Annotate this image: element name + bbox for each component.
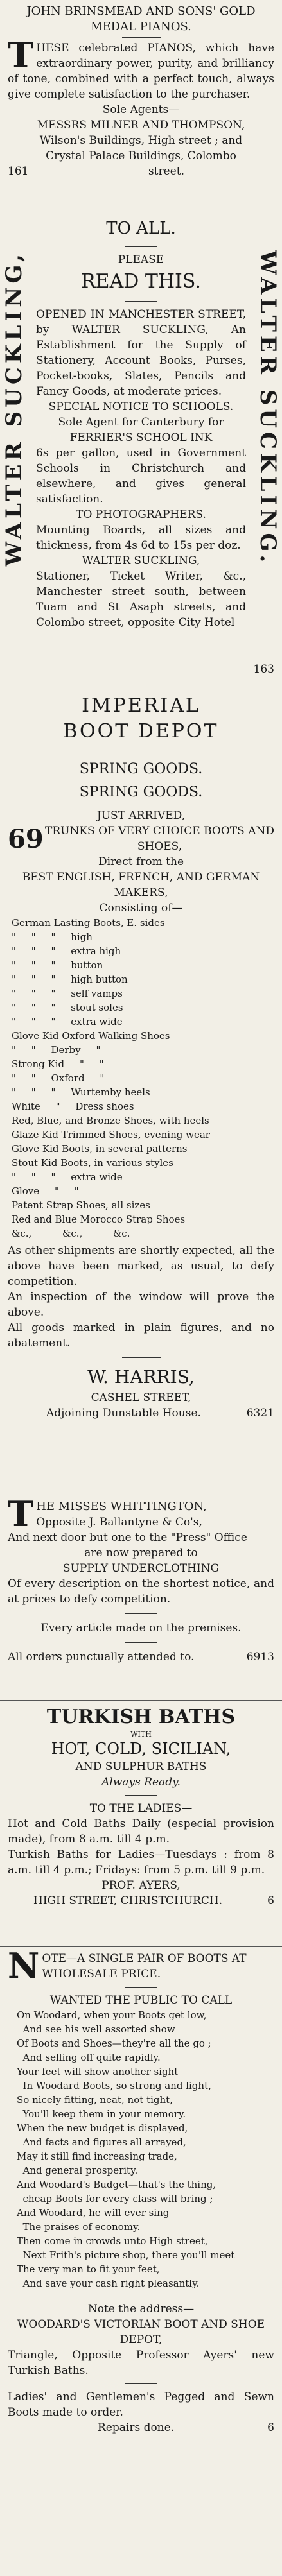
- ink-text: 6s per gallon, used in Government Schools in Christchurch and elsewhere, and gives general satisfaction.: [36, 447, 246, 506]
- now-prepared: are now prepared to: [84, 1547, 198, 1559]
- adjoining: Adjoining Dunstable House.: [46, 1407, 201, 1420]
- ad-title: TO ALL.: [106, 219, 176, 238]
- verse-line: May it still find increasing trade,: [17, 2151, 177, 2162]
- product-item: Patent Strap Shoes, all sizes: [12, 1199, 150, 1211]
- trade-text: Stationer, Ticket Writer, &c., Manchester street south, between Tuam and St Asaph streets, and Colombo street, opposite City Hotel: [36, 570, 246, 629]
- address-line: street.: [148, 165, 184, 178]
- product-item: " " " self vamps: [12, 988, 123, 999]
- verse-line: When the new budget is displayed,: [17, 2122, 188, 2134]
- product-item: " " " stout soles: [12, 1002, 123, 1013]
- verse-line: And save your cash right pleasantly.: [17, 2278, 200, 2289]
- product-item: Strong Kid " ": [12, 1058, 104, 1070]
- high-row: [8, 1893, 274, 1909]
- depot: WOODARD'S VICTORIAN BOOT AND SHOE DEPOT,: [17, 2318, 265, 2346]
- ad-title: TURKISH BATHS: [46, 1706, 236, 1728]
- divider: [125, 1795, 157, 1796]
- verse: [17, 2008, 274, 2290]
- turkish-ad: [0, 1701, 282, 1947]
- supply: SUPPLY UNDERCLOTHING: [62, 1562, 220, 1575]
- always-ready: Always Ready.: [101, 1776, 181, 1789]
- product-item: German Lasting Boots, E. sides: [12, 917, 165, 929]
- verse-line: In Woodard Boots, so strong and light,: [17, 2080, 211, 2091]
- sole-agent: Sole Agent for Canterbury for: [58, 416, 224, 429]
- repairs: Repairs done.: [98, 2421, 175, 2434]
- pegged: Ladies' and Gentlemen's Pegged and Sewn Boots made to order.: [8, 2391, 274, 2419]
- proprietor-name: WALTER SUCKLING,: [82, 554, 200, 567]
- ad-title: JOHN BRINSMEAD AND SONS' GOLD: [26, 4, 256, 18]
- street: CASHEL STREET,: [91, 1391, 191, 1404]
- verse-line: cheap Boots for every class will bring ;: [17, 2193, 213, 2204]
- ad-number: 6913: [246, 1651, 274, 1663]
- drop-cap: T: [8, 35, 34, 76]
- divider: [125, 1642, 157, 1643]
- product-item: " " " extra wide: [12, 1171, 123, 1183]
- ad-body: [8, 35, 274, 102]
- verse-line: So nicely fitting, neat, not tight,: [17, 2094, 173, 2106]
- address-line: Wilson's Buildings, High street ; and: [39, 134, 243, 147]
- ad-subtitle: MEDAL PIANOS.: [91, 20, 191, 33]
- product-item: " " " high: [12, 931, 93, 943]
- ad-number: 6321: [246, 1407, 274, 1420]
- ladies: TO THE LADIES—: [89, 1802, 193, 1815]
- woodard-ad: [0, 1947, 282, 2550]
- address-line: Crystal Palace Buildings, Colombo: [46, 150, 236, 162]
- orders-row: [8, 1649, 274, 1665]
- verse-line: And Woodard, he will ever sing: [17, 2207, 170, 2219]
- address-footer: [8, 164, 274, 179]
- inspection-text: An inspection of the window will prove the above.: [8, 1291, 274, 1319]
- read-this: READ THIS.: [81, 270, 201, 293]
- trunks-block: [8, 823, 274, 854]
- note: [8, 1945, 274, 1986]
- wanted: WANTED THE PUBLIC TO CALL: [49, 1994, 233, 2007]
- photo-heading: TO PHOTOGRAPHERS.: [76, 508, 206, 521]
- trunks-text: TRUNKS OF VERY CHOICE BOOTS AND SHOES,: [45, 825, 274, 853]
- mounting-text: Mounting Boards, all sizes and thickness, from 4s 6d to 15s per doz.: [36, 524, 246, 552]
- opposite: Opposite J. Ballantyne & Co's,: [36, 1516, 202, 1529]
- ferrier-ink: FERRIER'S SCHOOL INK: [69, 431, 213, 444]
- verse-line: The praises of economy.: [17, 2221, 141, 2233]
- product-item: &c., &c., &c.: [12, 1228, 130, 1239]
- consisting: Consisting of—: [99, 902, 183, 914]
- imperial-ad: [0, 680, 282, 1495]
- orders: All orders punctually attended to.: [8, 1651, 195, 1663]
- product-item: " " Oxford ": [12, 1072, 105, 1084]
- product-item: " " " Wurtemby heels: [12, 1086, 150, 1098]
- trunk-count: 69: [8, 823, 44, 854]
- plain-figures: All goods marked in plain figures, and no abatement.: [8, 1321, 274, 1350]
- baths-types: HOT, COLD, SICILIAN,: [51, 1740, 231, 1758]
- ad-number: 6: [267, 2421, 274, 2434]
- just-arrived: JUST ARRIVED,: [96, 809, 186, 822]
- every-description: Of every description on the shortest notice, and at prices to defy competition.: [8, 1577, 274, 1606]
- ad-number: 6: [267, 1894, 274, 1907]
- verse-line: And facts and figures all arrayed,: [17, 2136, 186, 2148]
- makers: BEST ENGLISH, FRENCH, AND GERMAN MAKERS,: [22, 871, 260, 899]
- product-item: Glove Kid Oxford Walking Shoes: [12, 1030, 170, 1042]
- vertical-banner-left: WALTER SUCKLING,: [1, 250, 27, 567]
- product-item: Red and Blue Morocco Strap Shoes: [12, 1214, 186, 1225]
- ad-subtitle: BOOT DEPOT: [63, 720, 219, 743]
- next-door: And next door but one to the "Press" Office: [8, 1531, 247, 1544]
- brinsmead-ad: [0, 0, 282, 205]
- product-item: Stout Kid Boots, in various styles: [12, 1157, 173, 1169]
- divider: [125, 2383, 157, 2384]
- drop-cap: N: [8, 1945, 40, 1986]
- ad-number: 163: [253, 663, 274, 676]
- prof: PROF. AYERS,: [101, 1879, 181, 1892]
- hot-cold: Hot and Cold Baths Daily (especial provision made), from 8 a.m. till 4 p.m.: [8, 1817, 274, 1846]
- verse-line: Your feet will show another sight: [17, 2066, 179, 2077]
- adjoining-row: [8, 1405, 274, 1421]
- high-street: HIGH STREET, CHRISTCHURCH.: [33, 1894, 223, 1907]
- triangle: Triangle, Opposite Professor Ayers' new Turkish Baths.: [8, 2349, 274, 2377]
- verse-line: And see his well assorted show: [17, 2023, 175, 2035]
- spring-goods: SPRING GOODS.: [79, 784, 203, 800]
- ad-number: 161: [8, 165, 29, 178]
- made-on-premises: Every article made on the premises.: [40, 1622, 242, 1635]
- product-item: Glove " ": [12, 1185, 79, 1197]
- merchant-name: W. HARRIS,: [87, 1366, 195, 1387]
- suckling-ad: [0, 205, 282, 680]
- closing-text: As other shipments are shortly expected, all the above have been marked, as usual, to defy competition.: [8, 1244, 274, 1288]
- note-text: OTE—A SINGLE PAIR OF BOOTS AT WHOLESALE PRICE.: [42, 1952, 247, 1980]
- product-item: Glaze Kid Trimmed Shoes, evening wear: [12, 1129, 210, 1140]
- verse-line: Then come in crowds unto High street,: [17, 2235, 208, 2247]
- with-text: WITH: [130, 1730, 152, 1739]
- vertical-banner-right: WALTER SUCKLING.: [255, 250, 281, 567]
- product-item: " " " extra high: [12, 945, 121, 957]
- direct-from: Direct from the: [98, 855, 184, 868]
- drop-cap: T: [8, 1493, 34, 1534]
- product-list: [12, 916, 274, 1241]
- verse-line: On Woodard, when your Boots get low,: [17, 2009, 207, 2021]
- spring-goods: SPRING GOODS.: [79, 761, 203, 777]
- verse-line: The very man to fit your feet,: [17, 2263, 160, 2275]
- ad-title: IMPERIAL: [82, 694, 200, 717]
- opened-text: OPENED IN MANCHESTER STREET, by WALTER SUCKLING, An Establishment for the Supply of Stationery, Account Books, Purses, Pocket-books, Slates, Pencils and Fancy Goods, at moderate prices.: [36, 308, 246, 398]
- sulphur: AND SULPHUR BATHS: [75, 1760, 207, 1773]
- schools-notice: SPECIAL NOTICE TO SCHOOLS.: [48, 400, 234, 413]
- turkish-ladies: Turkish Baths for Ladies—Tuesdays : from 8 a.m. till 4 p.m.; Fridays: from 5 p.m. till 9 p.m.: [8, 1848, 274, 1876]
- verse-line: Next Frith's picture shop, there you'll meet: [17, 2249, 235, 2261]
- product-item: White " Dress shoes: [12, 1101, 134, 1112]
- verse-line: And Woodard's Budget—that's the thing,: [17, 2179, 216, 2190]
- product-item: Red, Blue, and Bronze Shoes, with heels: [12, 1115, 209, 1126]
- product-item: Glove Kid Boots, in several patterns: [12, 1143, 188, 1155]
- product-item: " " " button: [12, 959, 103, 971]
- verse-line: And general prosperity.: [17, 2165, 138, 2176]
- verse-line: You'll keep them in your memory.: [17, 2108, 186, 2120]
- please-text: PLEASE: [118, 253, 164, 266]
- product-item: " " " high button: [12, 974, 128, 985]
- title-text: HE MISSES WHITTINGTON,: [36, 1500, 207, 1513]
- body-text: HESE celebrated PIANOS, which have extraordinary power, purity, and brilliancy of tone, combined with a perfect touch, always give complete satisfaction to the purchaser.: [8, 42, 274, 101]
- divider: [125, 1987, 157, 1988]
- divider: [125, 1613, 157, 1614]
- agents-name: MESSRS MILNER AND THOMPSON,: [37, 119, 245, 132]
- verse-line: And selling off quite rapidly.: [17, 2052, 161, 2063]
- divider: [122, 1357, 161, 1358]
- divider: [125, 301, 157, 302]
- agents-label: Sole Agents—: [102, 103, 180, 116]
- repairs-row: [8, 2420, 274, 2435]
- address-label: Note the address—: [87, 2303, 195, 2315]
- divider: [122, 37, 161, 38]
- divider: [125, 246, 157, 247]
- whittington-ad: [0, 1495, 282, 1701]
- product-item: " " " extra wide: [12, 1016, 123, 1027]
- verse-line: Of Boots and Shoes—they're all the go ;: [17, 2038, 211, 2049]
- product-item: " " Derby ": [12, 1044, 101, 1056]
